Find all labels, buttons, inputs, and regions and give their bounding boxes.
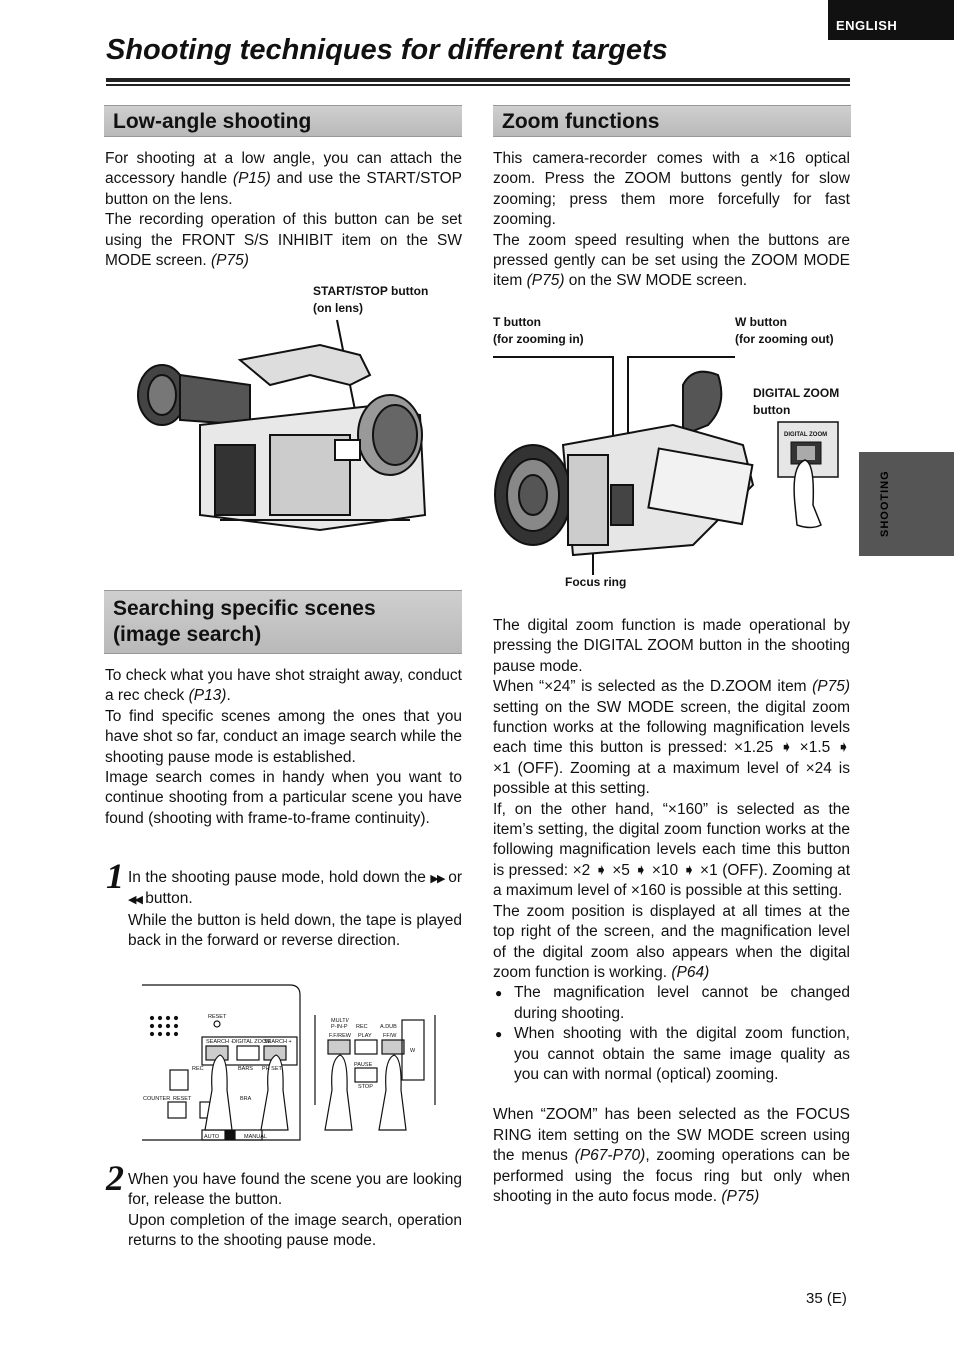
rewind-icon: ◀◀: [128, 894, 141, 907]
fast-forward-icon: ▶▶: [430, 873, 444, 885]
figure-label-t-button: T button (for zooming in): [493, 315, 584, 346]
zoom-intro-text: [493, 149, 850, 292]
step-number-2: 2: [106, 1158, 124, 1198]
step-1-text: [128, 868, 462, 952]
zoom-heading-text: Zoom functions: [502, 110, 660, 133]
search-buttons-illustration: [140, 980, 450, 1145]
panel-label-reset: RESET: [208, 1014, 227, 1020]
paragraph: The zoom position is displayed at all times at the top right of the screen, and the magnification level of the digital zoom also appears when the digital zoom function is working. (P64): [493, 902, 850, 981]
list-item: ● The magnification level cannot be changed during shooting.: [493, 983, 850, 1024]
section-side-tab: [859, 452, 954, 556]
panel-label-ffw: FF/W: [383, 1033, 397, 1039]
language-tab: ENGLISH: [828, 0, 954, 40]
panel-label-rec: REC: [192, 1066, 204, 1072]
panel-label-adub: A.DUB: [380, 1024, 397, 1030]
digital-zoom-text: [493, 616, 850, 1207]
panel-label-auto: AUTO: [204, 1134, 220, 1140]
paragraph: When “ZOOM” has been selected as the FOCUS RING item setting on the SW MODE screen using the menus (P67-P70), zooming operations can be performed using the focus ring but only when shooting in the auto focus mode. (P75): [493, 1106, 851, 1205]
panel-label-digital-zoom: DIGITAL ZOOM: [232, 1039, 271, 1045]
paragraph: The digital zoom function is made operational by pressing the DIGITAL ZOOM button in the shooting pause mode.: [493, 617, 850, 675]
side-tab-label: SHOOTING: [879, 470, 891, 538]
panel-label-frew: F.F/REW: [329, 1033, 351, 1039]
title-rule: [106, 78, 850, 82]
section-heading-low-angle: [104, 105, 462, 137]
image-search-heading-line2: (image search): [113, 623, 262, 646]
panel-label-play: PLAY: [358, 1033, 372, 1039]
panel-label-manual: MANUAL: [244, 1134, 267, 1140]
step-number-1: 1: [106, 856, 124, 896]
page-number: 35 (E): [806, 1290, 847, 1307]
page-title: Shooting techniques for different targets: [106, 34, 668, 66]
figure-label-start-stop: START/STOP button (on lens): [313, 284, 429, 315]
panel-label-stop: STOP: [358, 1084, 373, 1090]
step-2-text: [128, 1170, 462, 1252]
panel-label-search-plus: SEARCH +: [264, 1039, 292, 1045]
panel-label-bars: BARS: [238, 1066, 253, 1072]
notes-list: [493, 983, 850, 1085]
paragraph: Upon completion of the image search, operation returns to the shooting pause mode.: [128, 1211, 462, 1250]
list-item: ● When shooting with the digital zoom function, you cannot obtain the same image quality as you can with normal (optical) zooming.: [493, 1024, 850, 1085]
panel-label-reset-2: RESET: [173, 1096, 192, 1102]
low-angle-heading-text: Low-angle shooting: [113, 110, 312, 133]
panel-label-digital-zoom: DIGITAL ZOOM: [784, 432, 828, 438]
paragraph: The zoom speed resulting when the buttons are pressed gently can be set using the ZOOM MODE item (P75) on the SW MODE screen.: [493, 231, 850, 290]
figure-label-focus-ring: Focus ring: [565, 575, 627, 589]
section-heading-image-search: [104, 590, 462, 654]
figure-label-digital-zoom: DIGITAL ZOOM button: [753, 386, 840, 417]
paragraph: This camera-recorder comes with a ×16 optical zoom. Press the ZOOM buttons gently for slow zooming; press them more forcefully for fast zooming.: [493, 150, 850, 229]
image-search-heading-line1: Searching specific scenes: [113, 597, 376, 620]
paragraph: To find specific scenes among the ones that you have shot so far, conduct an image search while the shooting pause mode is established.: [105, 707, 462, 766]
camera-zoom-illustration: [493, 345, 843, 575]
paragraph: While the button is held down, the tape is played back in the forward or reverse direction.: [128, 911, 462, 950]
section-heading-zoom: [493, 105, 851, 137]
title-rule-thin: [106, 84, 850, 86]
panel-label-counter: COUNTER: [143, 1096, 171, 1102]
panel-label-search-minus: SEARCH −: [206, 1039, 234, 1045]
paragraph: To check what you have shot straight away, conduct a rec check (P13).: [105, 667, 462, 705]
panel-label-multi: MULTI/: [331, 1018, 349, 1024]
paragraph: Image search comes in handy when you want to continue shooting from a particular scene you have found (shooting with frame-to-frame continuity).: [105, 769, 462, 827]
panel-label-rec-2: REC: [356, 1024, 368, 1030]
paragraph: For shooting at a low angle, you can attach the accessory handle (P15) and use the START/STOP button on the lens.: [105, 150, 462, 208]
paragraph: If, on the other hand, “×160” is selected as the item’s setting, the digital zoom function works at the following magnification levels each time this button is pressed: ×2 ➧ ×5 ➧ ×10 ➧ ×1 (OFF). Zooming at a maximum level of ×160 is possible at this setting.: [493, 800, 850, 900]
low-angle-text: [105, 149, 462, 271]
panel-label-ph-set: PH SET: [262, 1066, 282, 1072]
panel-label-pinp: P-IN-P: [331, 1024, 348, 1030]
panel-label-pause: PAUSE: [354, 1062, 373, 1068]
panel-label-bra: BRA: [240, 1096, 252, 1102]
panel-label-w: W: [410, 1048, 416, 1054]
camera-low-angle-illustration: [120, 315, 440, 545]
paragraph: When you have found the scene you are looking for, release the button.: [128, 1171, 462, 1209]
image-search-text: [105, 666, 462, 829]
paragraph: The recording operation of this button can be set using the FRONT S/S INHIBIT item on the SW MODE screen. (P75): [105, 211, 462, 270]
figure-label-w-button: W button (for zooming out): [735, 315, 834, 346]
paragraph: When “×24” is selected as the D.ZOOM item (P75) setting on the SW MODE screen, the digital zoom function works at the following magnification levels each time this button is pressed: ×1.25 ➧ ×1.5 ➧ ×1 (OFF). Zooming at a maximum level of ×24 is possible at this setting.: [493, 678, 850, 798]
paragraph: In the shooting pause mode, hold down the ▶▶ or ◀◀ button.: [128, 869, 462, 908]
